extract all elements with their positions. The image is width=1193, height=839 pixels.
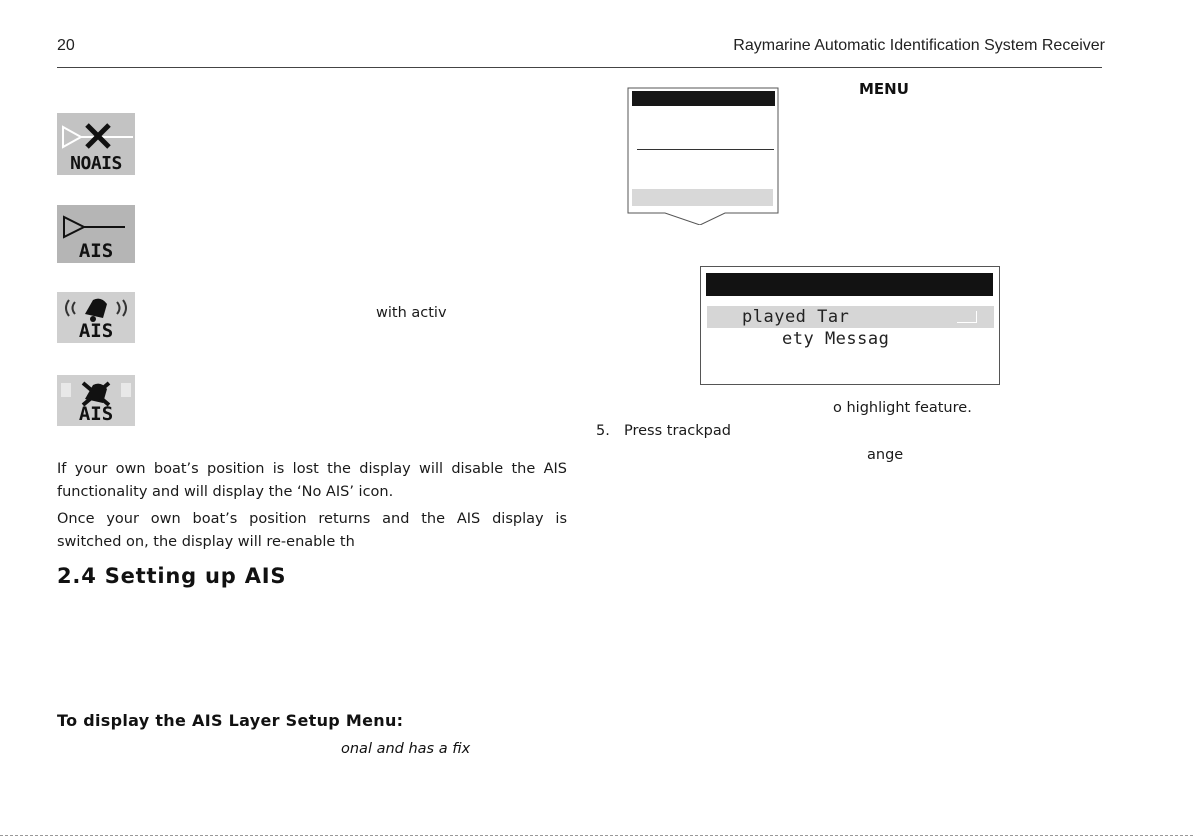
no-ais-label: NOAIS xyxy=(70,153,122,174)
ais-alarm-off-label: AIS xyxy=(78,403,114,425)
procedure-subheading: To display the AIS Layer Setup Menu: xyxy=(57,711,404,730)
page-bottom-edge xyxy=(0,835,1193,836)
panel-row-1: played Tar xyxy=(742,307,850,327)
step-5-number: 5. xyxy=(596,423,610,439)
menu-divider xyxy=(637,149,774,150)
step-5-text: Press trackpad xyxy=(624,423,731,439)
ais-on-icon xyxy=(57,205,135,263)
alarm-text-fragment: with activ xyxy=(376,305,447,321)
ais-alarm-icon xyxy=(57,292,135,343)
menu-key-label: MENU xyxy=(859,80,909,98)
paragraph-1-line-2: functionality and will display the ‘No AIS’ icon. xyxy=(57,484,394,500)
ais-alarm-label: AIS xyxy=(78,320,114,342)
paragraph-1 xyxy=(57,458,567,504)
running-title: Raymarine Automatic Identification System Receiver xyxy=(733,37,1105,54)
paragraph-2 xyxy=(57,508,567,554)
step-4-fragment: o highlight feature. xyxy=(833,400,972,416)
paragraph-2-line-1: Once your own boat’s position returns and the AIS display is xyxy=(57,511,567,527)
ais-on-label: AIS xyxy=(78,240,114,262)
change-fragment: ange xyxy=(867,447,904,463)
panel-checkbox-icon xyxy=(957,311,977,323)
menu-selected-row xyxy=(632,189,773,206)
paragraph-1-line-1: If your own boat’s position is lost the display will disable the AIS xyxy=(57,461,567,477)
ais-alarm-off-icon xyxy=(57,375,135,426)
note-fragment: onal and has a fix xyxy=(341,741,471,757)
page-number: 20 xyxy=(57,37,75,54)
header-rule xyxy=(57,67,1102,68)
panel-row-2: ety Messag xyxy=(782,329,890,349)
section-heading: 2.4 Setting up AIS xyxy=(57,564,287,588)
panel-title-bar xyxy=(706,273,993,296)
menu-title-bar xyxy=(632,91,775,106)
no-ais-icon xyxy=(57,113,135,175)
paragraph-2-line-2: switched on, the display will re-enable th xyxy=(57,534,355,550)
